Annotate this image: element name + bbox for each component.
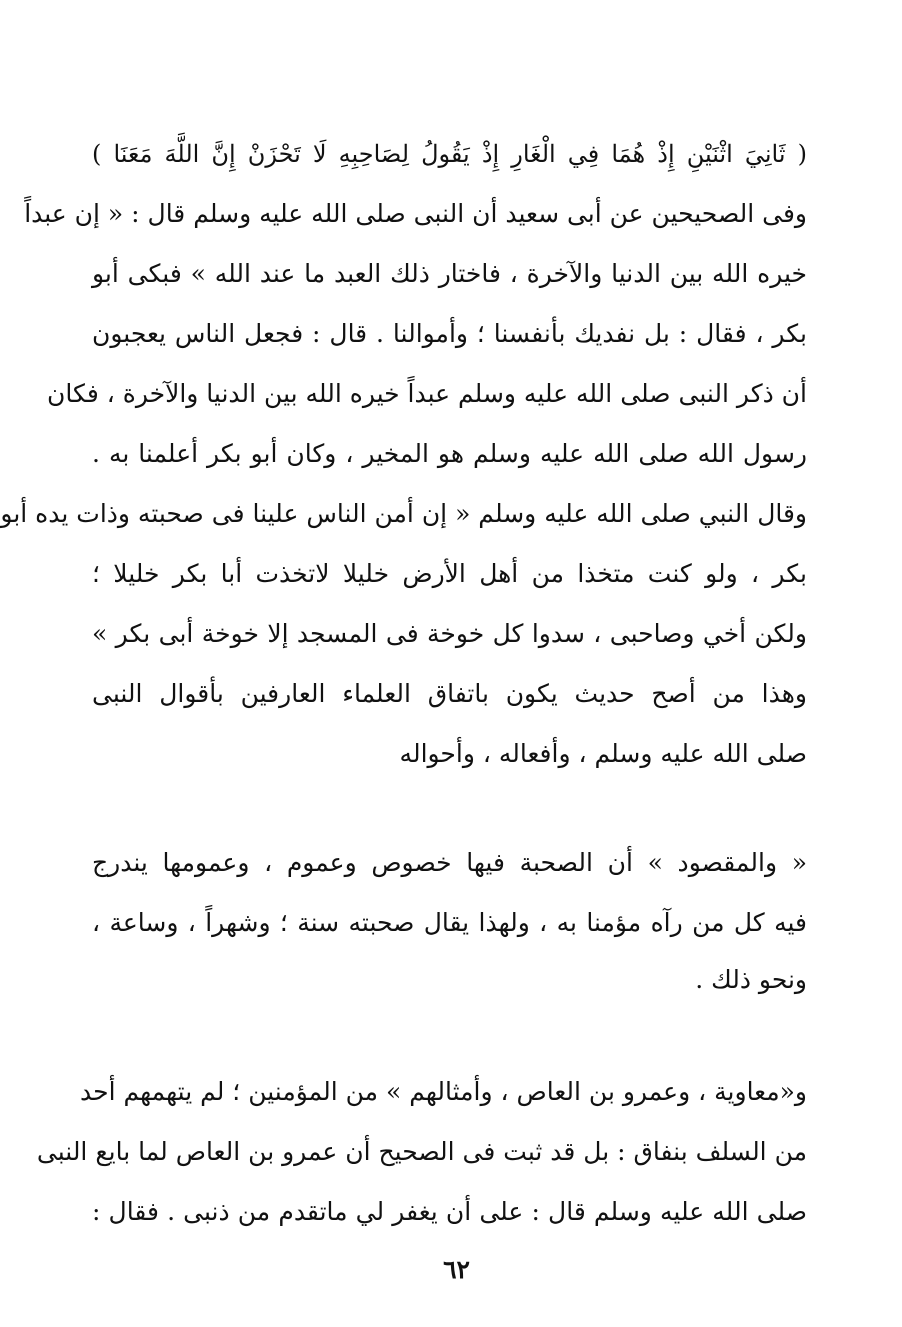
text-line: ونحو ذلك . — [695, 965, 807, 994]
quran-verse-line: ( ثَانِيَ اثْنَيْنِ إِذْ هُمَا فِي الْغَارِ إِذْ يَقُولُ لِصَاحِبِهِ لَا تَحْزَنْ إِنَّ اللَّهَ مَعَنَا ) — [92, 140, 807, 168]
text-line: صلى الله عليه وسلم ، وأفعاله ، وأحواله — [399, 739, 807, 768]
text-line: خيره الله بين الدنيا والآخرة ، فاختار ذلك العبد ما عند الله » فبكى أبو — [92, 259, 807, 288]
text-line: صلى الله عليه وسلم قال : على أن يغفر لي ماتقدم من ذنبى . فقال : — [92, 1197, 807, 1226]
text-line: وقال النبي صلى الله عليه وسلم « إن أمن الناس علينا فى صحبته وذات يده أبو — [0, 499, 807, 528]
text-line: بكر ، ولو كنت متخذا من أهل الأرض خليلا لاتخذت أبا بكر خليلا ؛ — [92, 559, 807, 588]
text-line: « والمقصود » أن الصحبة فيها خصوص وعموم ، وعمومها يندرج — [92, 848, 807, 877]
text-line: رسول الله صلى الله عليه وسلم هو المخير ، وكان أبو بكر أعلمنا به . — [92, 439, 807, 468]
page-number: ٦٢ — [443, 1255, 470, 1284]
text-line: أن ذكر النبى صلى الله عليه وسلم عبداً خيره الله بين الدنيا والآخرة ، فكان — [47, 379, 807, 408]
text-line: و«معاوية ، وعمرو بن العاص ، وأمثالهم » من المؤمنين ؛ لم يتهمهم أحد — [80, 1077, 807, 1106]
text-line: ولكن أخي وصاحبى ، سدوا كل خوخة فى المسجد إلا خوخة أبى بكر » — [92, 619, 807, 648]
text-line: بكر ، فقال : بل نفديك بأنفسنا ؛ وأموالنا . قال : فجعل الناس يعجبون — [92, 319, 807, 348]
text-line: وفى الصحيحين عن أبى سعيد أن النبى صلى الله عليه وسلم قال : « إن عبداً — [24, 199, 807, 228]
text-line: من السلف بنفاق : بل قد ثبت فى الصحيح أن عمرو بن العاص لما بايع النبى — [36, 1137, 807, 1166]
text-line: فيه كل من رآه مؤمنا به ، ولهذا يقال صحبته سنة ؛ وشهراً ، وساعة ، — [92, 908, 807, 937]
text-line: وهذا من أصح حديث يكون باتفاق العلماء العارفين بأقوال النبى — [92, 679, 807, 708]
